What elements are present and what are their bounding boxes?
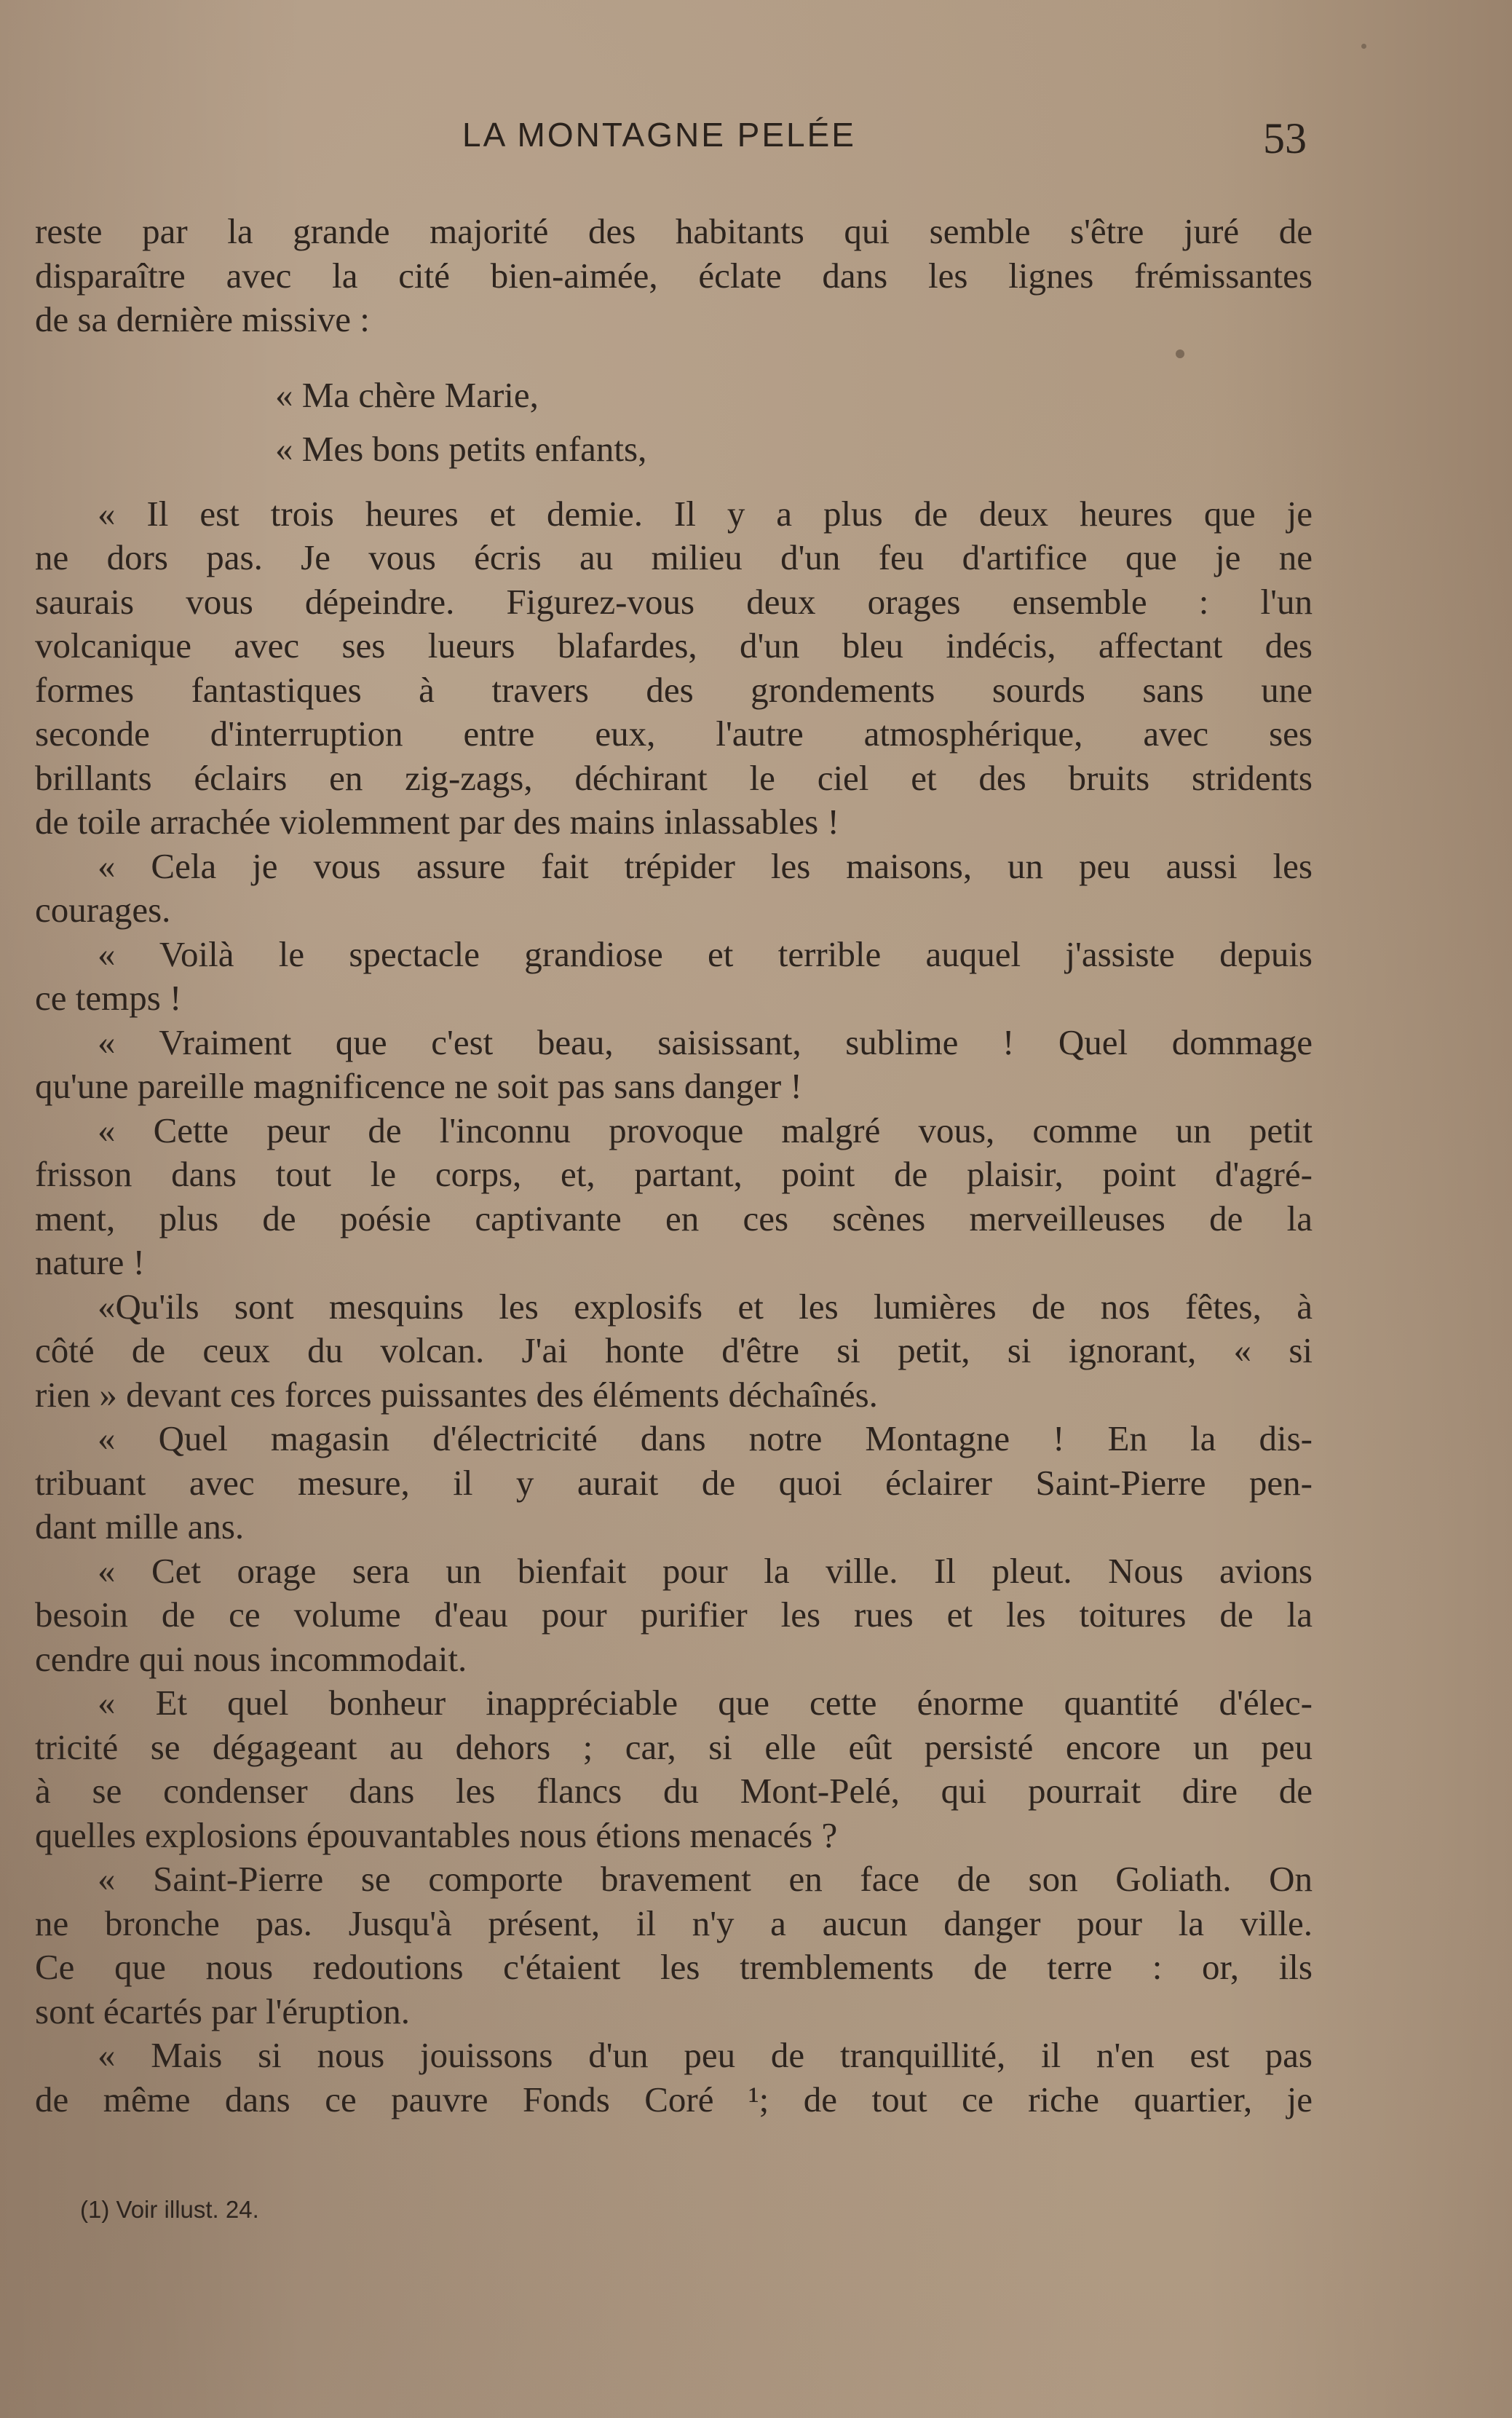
letter-paragraph — [35, 1021, 1313, 1109]
text-line: « Quel magasin d'électricité dans notre Montagne ! En la dis- — [98, 1418, 1313, 1458]
salutation-line: « Mes bons petits enfants, — [275, 428, 647, 469]
text-line: nature ! — [35, 1242, 145, 1282]
text-line: de même dans ce pauvre Fonds Coré ¹; de tout ce riche quartier, je — [35, 2079, 1313, 2119]
letter-paragraph — [35, 845, 1313, 933]
letter-paragraph — [35, 1109, 1313, 1285]
letter-salutation — [35, 368, 1313, 476]
text-line: saurais vous dépeindre. Figurez-vous deux orages ensemble : l'un — [35, 581, 1313, 622]
paper-speck — [1176, 349, 1184, 358]
text-line: rien » devant ces forces puissantes des éléments déchaînés. — [35, 1374, 878, 1415]
text-line: « Mais si nous jouissons d'un peu de tranquillité, il n'en est pas — [98, 2035, 1313, 2075]
text-line: à se condenser dans les flancs du Mont-Pelé, qui pourrait dire de — [35, 1771, 1313, 1811]
letter-paragraph — [35, 492, 1313, 845]
text-line: tribuant avec mesure, il y aurait de quoi éclairer Saint-Pierre pen- — [35, 1462, 1313, 1503]
text-line: « Et quel bonheur inappréciable que cette énorme quantité d'élec- — [98, 1683, 1313, 1723]
letter-paragraph — [35, 1417, 1313, 1549]
text-line: sont écartés par l'éruption. — [35, 1991, 410, 2031]
text-line: ne bronche pas. Jusqu'à présent, il n'y a aucun danger pour la ville. — [35, 1903, 1313, 1943]
page-number: 53 — [1263, 114, 1307, 162]
text-line: côté de ceux du volcan. J'ai honte d'être si petit, si ignorant, « si — [35, 1330, 1313, 1370]
text-line: «Qu'ils sont mesquins les explosifs et les lumières de nos fêtes, à — [98, 1286, 1313, 1327]
paragraph-intro — [35, 210, 1313, 342]
letter-paragraph — [35, 1681, 1313, 1857]
letter-paragraph — [35, 1857, 1313, 2034]
text-line: « Cette peur de l'inconnu provoque malgré vous, comme un petit — [98, 1110, 1313, 1150]
text-line: tricité se dégageant au dehors ; car, si elle eût persisté encore un peu — [35, 1726, 1313, 1767]
letter-paragraph — [35, 2034, 1313, 2122]
text-line: disparaître avec la cité bien-aimée, éclate dans les lignes frémissantes — [35, 255, 1313, 296]
text-line: « Vraiment que c'est beau, saisissant, sublime ! Quel dommage — [98, 1022, 1313, 1062]
salutation-line: « Ma chère Marie, — [275, 374, 539, 415]
letter-paragraph — [35, 1549, 1313, 1682]
text-line: courages. — [35, 890, 171, 930]
text-line: frisson dans tout le corps, et, partant, point de plaisir, point d'agré- — [35, 1154, 1313, 1194]
text-line: « Voilà le spectacle grandiose et terrible auquel j'assiste depuis — [98, 933, 1313, 974]
footnote: (1) Voir illust. 24. — [80, 2196, 259, 2223]
text-line: volcanique avec ses lueurs blafardes, d'un bleu indécis, affectant des — [35, 625, 1313, 665]
text-line: ne dors pas. Je vous écris au milieu d'un feu d'artifice que je ne — [35, 537, 1313, 577]
text-line: « Cela je vous assure fait trépider les maisons, un peu aussi les — [98, 845, 1313, 886]
text-line: ce temps ! — [35, 978, 182, 1018]
text-line: ment, plus de poésie captivante en ces scènes merveilleuses de la — [35, 1198, 1313, 1238]
paper-speck — [1361, 44, 1366, 49]
text-line: formes fantastiques à travers des grondements sourds sans une — [35, 669, 1313, 710]
text-line: dant mille ans. — [35, 1506, 245, 1546]
text-line: de sa dernière missive : — [35, 299, 370, 339]
text-line: besoin de ce volume d'eau pour purifier les rues et les toitures de la — [35, 1595, 1313, 1635]
text-line: qu'une pareille magnificence ne soit pas sans danger ! — [35, 1066, 802, 1106]
text-line: quelles explosions épouvantables nous étions menacés ? — [35, 1814, 838, 1855]
text-line: « Saint-Pierre se comporte bravement en face de son Goliath. On — [98, 1859, 1313, 1899]
text-line: de toile arrachée violemment par des mains inlassables ! — [35, 802, 839, 842]
page-header — [0, 109, 1512, 167]
letter-paragraph — [35, 933, 1313, 1021]
letter-paragraph — [35, 1285, 1313, 1418]
running-title: LA MONTAGNE PELÉE — [462, 116, 856, 154]
text-line: seconde d'interruption entre eux, l'autre atmosphérique, avec ses — [35, 714, 1313, 754]
text-line: reste par la grande majorité des habitants qui semble s'être juré de — [35, 211, 1313, 251]
text-line: « Il est trois heures et demie. Il y a plus de deux heures que je — [98, 493, 1313, 534]
text-line: cendre qui nous incommodait. — [35, 1638, 467, 1679]
text-line: Ce que nous redoutions c'étaient les tremblements de terre : or, ils — [35, 1947, 1313, 1987]
text-line: « Cet orage sera un bienfait pour la ville. Il pleut. Nous avions — [98, 1550, 1313, 1591]
body-text — [35, 210, 1313, 2122]
text-line: brillants éclairs en zig-zags, déchirant le ciel et des bruits stridents — [35, 757, 1313, 798]
